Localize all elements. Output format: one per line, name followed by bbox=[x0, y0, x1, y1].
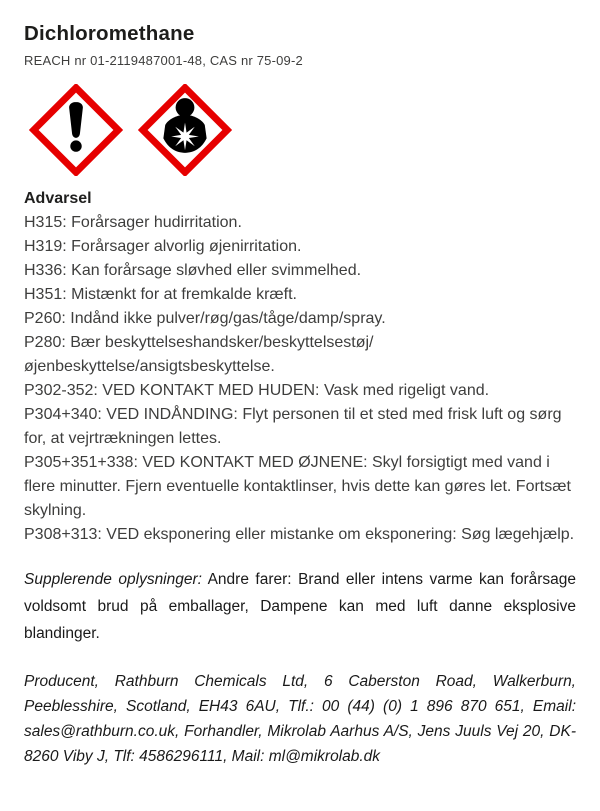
precaution-statement-p304-340: P304+340: VED INDÅNDING: Flyt personen til et sted med frisk luft og sørg for, at vejrtrækningen lettes. bbox=[24, 406, 562, 447]
hazard-precaution-statements bbox=[24, 211, 576, 547]
supplier-information: Producent, Rathburn Chemicals Ltd, 6 Caberston Road, Walkerburn, Peeblesshire, Scotland, EH43 6AU, Tlf.: 00 (44) (0) 1 896 870 651, Email: sales@rathburn.co.uk, Forhandler, Mikrolab Aarhus A/S, Jens Juuls Vej 20, DK-8260 Viby J, Tlf: 4586296111, Mail: ml@mikrolab.dk bbox=[24, 673, 576, 765]
supplementary-information bbox=[24, 566, 576, 647]
precaution-statement-p302-352: P302-352: VED KONTAKT MED HUDEN: Vask med rigeligt vand. bbox=[24, 382, 490, 399]
supplementary-text: Andre farer: Brand eller intens varme kan forårsage voldsomt brud på emballager, Dampene kan med luft danne eksplosive blandinger. bbox=[24, 571, 577, 642]
exclamation-dot-icon bbox=[70, 140, 81, 151]
precaution-statement-p305-351-338: P305+351+338: VED KONTAKT MED ØJNENE: Skyl forsigtigt med vand i flere minutter. Fjern eventuelle kontaktlinser, hvis dette kan gøres let. Fortsæt skylning. bbox=[24, 454, 571, 519]
hazard-statement-h315: H315: Forårsager hudirritation. bbox=[24, 214, 242, 231]
hazard-statement-h319: H319: Forårsager alvorlig øjenirritation. bbox=[24, 238, 302, 255]
precaution-statement-p280: P280: Bær beskyttelseshandsker/beskyttelsestøj/​øjenbeskyttelse/ansigtsbeskyttelse. bbox=[24, 334, 374, 375]
person-head-icon bbox=[176, 98, 195, 117]
product-name: Dichloromethane bbox=[24, 22, 195, 45]
precaution-statement-p308-313: P308+313: VED eksponering eller mistanke om eksponering: Søg lægehjælp. bbox=[24, 526, 575, 543]
reach-cas-identifiers: REACH nr 01-2119487001-48, CAS nr 75-09-2 bbox=[24, 53, 303, 68]
supplementary-lead: Supplerende oplysninger: bbox=[24, 571, 202, 588]
ghs08-health-hazard-pictogram bbox=[138, 84, 232, 176]
starburst-icon bbox=[171, 123, 199, 151]
precaution-statement-p260: P260: Indånd ikke pulver/røg/gas/tåge/damp/spray. bbox=[24, 310, 386, 327]
hazard-statement-h336: H336: Kan forårsage sløvhed eller svimmelhed. bbox=[24, 262, 362, 279]
signal-word: Advarsel bbox=[24, 190, 92, 207]
pictogram-row bbox=[29, 84, 576, 176]
ghs07-exclamation-pictogram bbox=[29, 84, 123, 176]
hazard-statement-h351: H351: Mistænkt for at fremkalde kræft. bbox=[24, 286, 297, 303]
